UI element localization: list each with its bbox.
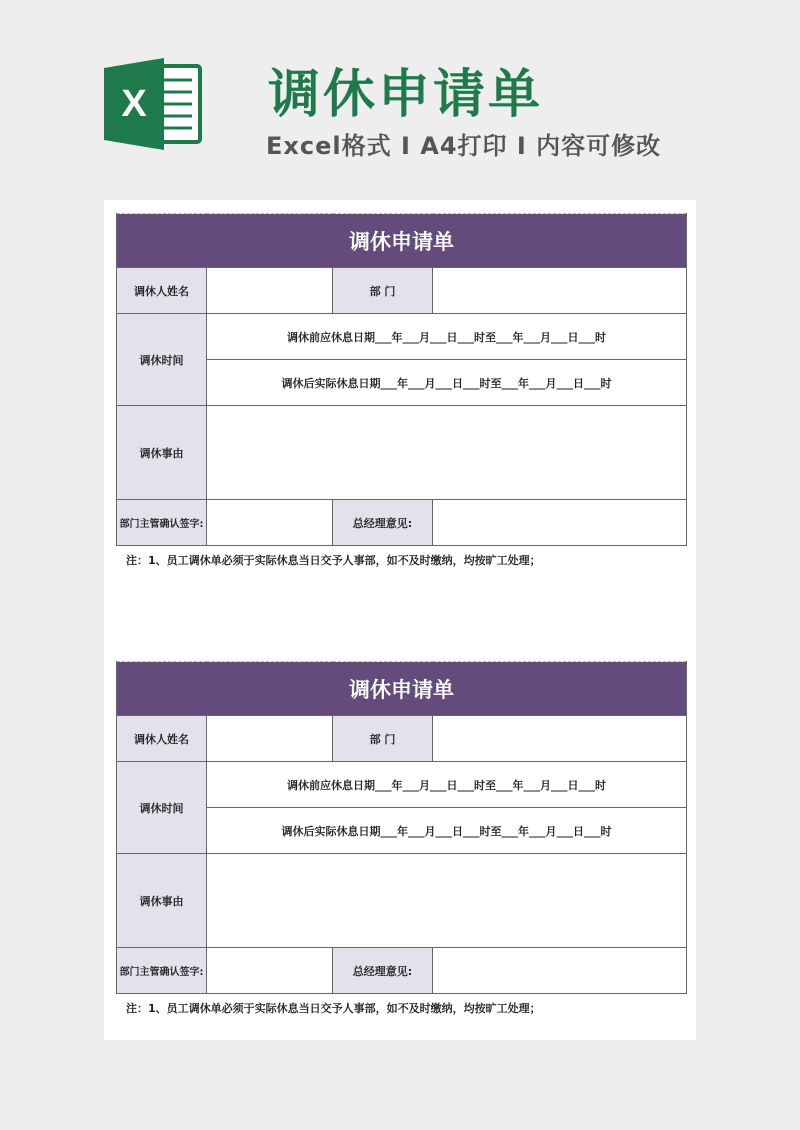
reason-label: 调休事由 (117, 854, 207, 948)
page-header (0, 0, 800, 200)
manager-signature-field[interactable] (207, 948, 333, 994)
form-title: 调休申请单 (117, 214, 687, 268)
excel-icon (104, 54, 204, 154)
time-label: 调休时间 (117, 314, 207, 406)
leave-form-2 (116, 661, 686, 1016)
dept-label: 部 门 (333, 268, 433, 314)
manager-signature-field[interactable] (207, 500, 333, 546)
dept-field[interactable] (433, 716, 687, 762)
time-line-after[interactable]: 调休后实际休息日期___年___月___日___时至___年___月___日___时 (207, 360, 687, 406)
gm-opinion-field[interactable] (433, 948, 687, 994)
name-field[interactable] (207, 716, 333, 762)
name-label: 调休人姓名 (117, 716, 207, 762)
manager-signature-label: 部门主管确认签字: (117, 948, 207, 994)
gm-opinion-label: 总经理意见: (333, 948, 433, 994)
leave-form-1 (116, 213, 686, 568)
manager-signature-label: 部门主管确认签字: (117, 500, 207, 546)
dept-field[interactable] (433, 268, 687, 314)
reason-field[interactable] (207, 854, 687, 948)
dept-label: 部 门 (333, 716, 433, 762)
gm-opinion-field[interactable] (433, 500, 687, 546)
svg-text:X: X (121, 83, 147, 125)
reason-label: 调休事由 (117, 406, 207, 500)
reason-field[interactable] (207, 406, 687, 500)
time-line-before[interactable]: 调休前应休息日期___年___月___日___时至___年___月___日___时 (207, 314, 687, 360)
time-label: 调休时间 (117, 762, 207, 854)
name-label: 调休人姓名 (117, 268, 207, 314)
document-sheet (104, 200, 696, 1040)
gm-opinion-label: 总经理意见: (333, 500, 433, 546)
form-note: 注：1、员工调休单必须于实际休息当日交予人事部，如不及时缴纳，均按旷工处理； (126, 1002, 541, 1015)
form-title: 调休申请单 (117, 662, 687, 716)
page-subtitle: Excel格式 I A4打印 I 内容可修改 (266, 132, 662, 160)
time-line-before[interactable]: 调休前应休息日期___年___月___日___时至___年___月___日___时 (207, 762, 687, 808)
name-field[interactable] (207, 268, 333, 314)
time-line-after[interactable]: 调休后实际休息日期___年___月___日___时至___年___月___日___时 (207, 808, 687, 854)
form-note: 注：1、员工调休单必须于实际休息当日交予人事部，如不及时缴纳，均按旷工处理； (126, 554, 541, 567)
page-title: 调休申请单 (268, 65, 544, 125)
